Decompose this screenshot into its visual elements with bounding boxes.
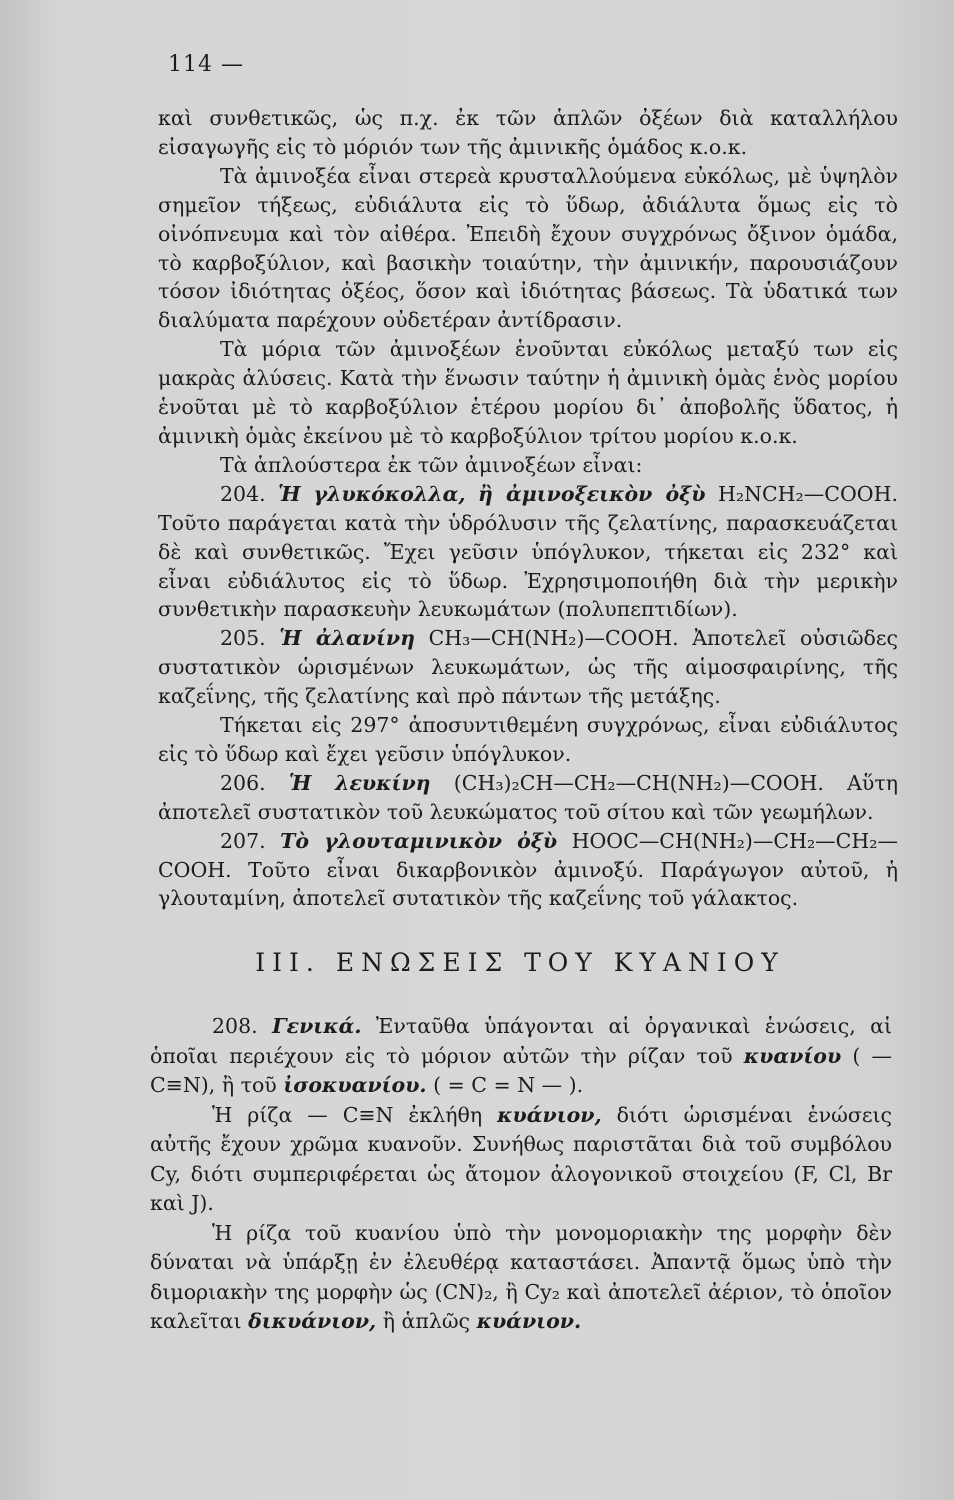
paragraph: Τὰ ἁπλούστερα ἐκ τῶν ἀμινοξέων εἶναι: <box>220 452 643 477</box>
term-cyanion: κυάνιον, <box>497 1102 602 1127</box>
item-text: Αὕτη ἀποτελεῖ συστατικὸν τοῦ λευκώματος τοῦ σίτου καὶ τῶν γεωμήλων. <box>158 770 898 824</box>
item-formula: CH₃—CH(NH₂)—COOH. <box>428 626 679 651</box>
item-formula: HOOC—CH(NH₂)—CH₂—CH₂—COOH. <box>158 828 898 882</box>
section-text <box>150 1012 892 1337</box>
item-207 <box>158 827 898 914</box>
paragraph: Τήκεται εἰς 297° ἀποσυντιθεμένη συγχρόνως, εἶναι εὐδιάλυτος εἰς τὸ ὕδωρ καὶ ἔχει γεῦσιν ὑπόγλυκον. <box>158 713 898 766</box>
text-run: ἢ ἁπλῶς <box>382 1309 471 1333</box>
text-run: διότι ὡρισμέναι ἑνώσεις αὐτῆς ἔχουν χρῶμα κυανοῦν. Συνήθως παριστᾶται διὰ τοῦ συμβόλου Cy, διότι συμπεριφέρεται ὡς ἄτομον ἀλογονικοῦ στοιχείου (F, Cl, Br καὶ J). <box>150 1102 892 1215</box>
item-alt-name: ἢ ἀμινοξεικὸν ὀξὺ <box>477 481 706 506</box>
main-text <box>158 104 898 913</box>
item-number: 205. <box>220 626 266 651</box>
paragraph: καὶ συνθετικῶς, ὡς π.χ. ἐκ τῶν ἁπλῶν ὀξέων διὰ καταλλήλου εἰσαγωγῆς εἰς τὸ μόριόν των τῆς ἀμινικῆς ὁμάδος κ.ο.κ. <box>158 106 898 159</box>
item-name: Τὸ γλουταμινικὸν ὀξὺ <box>280 828 558 853</box>
term-isocyan: ἰσοκυανίου. <box>283 1073 427 1097</box>
item-206 <box>158 769 898 827</box>
page-number: 114 — <box>168 52 244 77</box>
term-cyan: κυάνιον. <box>476 1309 582 1333</box>
paragraph: Τὰ ἀμινοξέα εἶναι στερεὰ κρυσταλλούμενα εὐκόλως, μὲ ὑψηλὸν σημεῖον τήξεως, εὐδιάλυτα εἰς τὸ ὕδωρ, ἀδιάλυτα ὅμως εἰς τὸ οἰνόπνευμα καὶ τὸν αἰθέρα. Ἐπειδὴ ἔχουν συγχρόνως ὄξινον ὁμάδα, τὸ καρβοξύλιον, καὶ βασικὴν τοιαύτην, τὴν ἀμινικήν, παρουσιάζουν τόσον ἰδιότητας ὀξέος, ὅσον καὶ ἰδιότητας βάσεως. Τὰ ὑδατικά των διαλύματα παρέχουν οὐδετέραν ἀντίδρασιν. <box>158 163 898 333</box>
paragraph <box>150 1101 892 1219</box>
item-number: 208. <box>212 1014 258 1038</box>
paragraph: Τὰ μόρια τῶν ἀμινοξέων ἑνοῦνται εὐκόλως μεταξύ των εἰς μακρὰς ἁλύσεις. Κατὰ τὴν ἕνωσιν ταύτην ἡ ἀμινικὴ ὁμὰς ἑνὸς μορίου ἑνοῦται μὲ τὸ καρβοξύλιον ἑτέρου μορίου δι᾿ ἀποβολῆς ὕδατος, ἡ ἀμινικὴ ὁμὰς ἐκείνου μὲ τὸ καρβοξύλιον τρίτου μορίου κ.ο.κ. <box>158 337 898 448</box>
item-208 <box>150 1012 892 1101</box>
item-formula: H₂NCH₂—COOH. <box>717 481 898 506</box>
text-run: Ἡ ρίζα τοῦ κυανίου ὑπὸ τὴν μονομοριακὴν της μορφὴν δὲν δύναται νὰ ὑπάρξῃ ἐν ἐλευθέρᾳ καταστάσει. Ἀπαντᾷ ὅμως ὑπὸ τὴν διμοριακὴν της μορφὴν ὡς (CN)₂, ἢ Cy₂ καὶ ἀποτελεῖ ἀέριον, τὸ ὁποῖον καλεῖται <box>150 1220 892 1333</box>
item-number: 206. <box>220 770 266 795</box>
term-cyan: κυανίου <box>743 1043 842 1068</box>
text-run: Ἐνταῦθα ὑπάγονται αἱ ὀργανικαὶ ἑνώσεις, αἱ ὁποῖαι περιέχουν εἰς τὸ μόριον αὐτῶν τὴν ρίζαν τοῦ <box>150 1014 892 1068</box>
item-text: Ἀποτελεῖ οὐσιῶδες συστατικὸν ὡρισμένων λευκωμάτων, ὡς τῆς αἱμοσφαιρίνης, τῆς καζεΐνης, τῆς ζελατίνης καὶ πρὸ πάντων τῆς μετάξης. <box>158 626 898 709</box>
item-title: Γενικά. <box>272 1014 362 1038</box>
text-run: Ἡ ρίζα — C≡N ἐκλήθη <box>212 1102 483 1127</box>
item-name: Ἡ γλυκόκολλα, <box>278 481 466 506</box>
item-formula: (CH₃)₂CH—CH₂—CH(NH₂)—COOH. <box>453 770 824 795</box>
item-number: 204. <box>220 481 266 506</box>
text-run: ( = C = N — ). <box>433 1073 584 1097</box>
text-run: ( — C≡N), ἢ τοῦ <box>150 1043 892 1097</box>
paragraph <box>150 1219 892 1337</box>
term-dicyan: δικυάνιον, <box>248 1309 377 1333</box>
item-204 <box>158 480 898 625</box>
item-text: Τοῦτο εἶναι δικαρβονικὸν ἀμινοξύ. Παράγωγον αὐτοῦ, ἡ γλουταμίνη, ἀποτελεῖ συτατικὸν τῆς καζεΐνης τοῦ γάλακτος. <box>158 857 898 911</box>
item-name: Ἡ λευκίνη <box>288 770 431 795</box>
item-number: 207. <box>220 828 266 853</box>
item-name: Ἡ ἀλανίνη <box>279 626 416 651</box>
item-205 <box>158 624 898 711</box>
section-heading: III. ΕΝΩΣΕΙΣ ΤΟΥ ΚΥΑΝΙΟΥ <box>255 948 785 977</box>
item-text: Τοῦτο παράγεται κατὰ τὴν ὑδρόλυσιν τῆς ζελατίνης, παρασκευάζεται δὲ καὶ συνθετικῶς. Ἔχει γεῦσιν ὑπόγλυκον, τήκεται εἰς 232° καὶ εἶναι εὐδιάλυτος εἰς τὸ ὕδωρ. Ἐχρησιμοποιήθη διὰ τὴν μερικὴν συνθετικὴν παρασκευὴν λευκωμάτων (πολυπεπτιδίων). <box>158 510 898 622</box>
